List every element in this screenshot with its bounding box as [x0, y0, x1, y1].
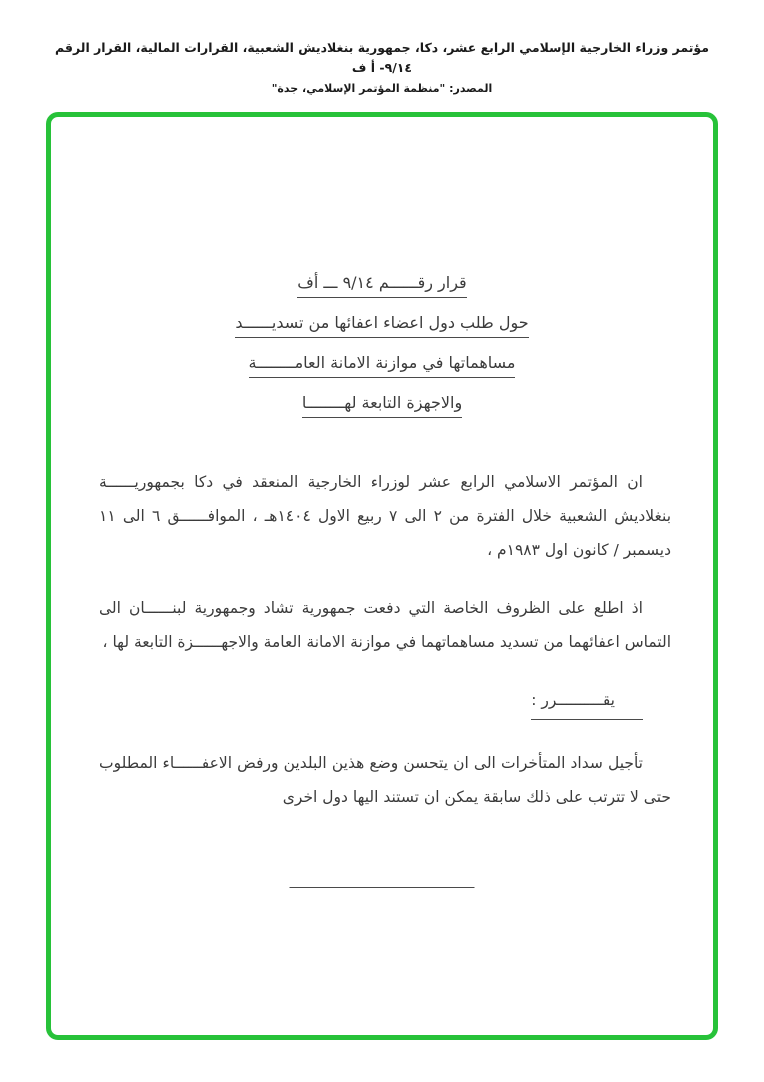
citation-header	[40, 38, 724, 98]
considering-paragraph: اذ اطلع على الظروف الخاصة التي دفعت جمهورية تشاد وجمهورية لبنــــــان الى التماس اعفائهما من تسديد مساهماتهما في موازنة الامانة العامة والاجهــــــزة التابعة لها ،	[99, 599, 671, 651]
resolution-subject-text-2: مساهماتها في موازنة الامانة العامــــــــة	[249, 352, 516, 378]
resolution-body	[99, 465, 671, 838]
resolution-number-text: قرار رقــــــم ٩/١٤ ـــ أف	[297, 272, 466, 298]
resolution-subject-text-3: والاجهزة التابعة لهــــــــا	[302, 392, 462, 418]
resolution-subject-line-3	[51, 392, 713, 418]
decides-label: يقــــــــــرر :	[531, 683, 643, 720]
citation-source: المصدر: "منظمة المؤتمر الإسلامي، جدة"	[271, 82, 493, 95]
resolution-paragraph: تأجيل سداد المتأخرات الى ان يتحسن وضع هذين البلدين ورفض الاعفــــــاء المطلوب حتى لا تترتب على ذلك سابقة يمكن ان تستند اليها دول اخرى	[99, 754, 671, 806]
resolution-subject-text-1: حول طلب دول اعضاء اعفائها من تسديــــــد	[235, 312, 528, 338]
citation-title: مؤتمر وزراء الخارجية الإسلامي الرابع عشر، دكا، جمهورية بنغلاديش الشعبية، القرارات المالية، القرار الرقم ٩/١٤- أ ف	[54, 40, 709, 75]
closing-rule	[290, 887, 475, 888]
scanned-document-frame	[46, 112, 718, 1040]
resolution-title-block	[51, 272, 713, 432]
decides-line	[99, 683, 671, 720]
resolution-number-line	[51, 272, 713, 298]
preamble-paragraph: ان المؤتمر الاسلامي الرابع عشر لوزراء الخارجية المنعقد في دكا بجمهوريــــــة بنغلاديش الشعبية خلال الفترة من ٢ الى ٧ ربيع الاول ١٤٠٤هـ ، الموافــــــق ٦ الى ١١ ديسمبر / كانون اول ١٩٨٣م ،	[99, 473, 672, 559]
resolution-subject-line-2	[51, 352, 713, 378]
resolution-subject-line-1	[51, 312, 713, 338]
scanned-document-content	[51, 117, 713, 1035]
